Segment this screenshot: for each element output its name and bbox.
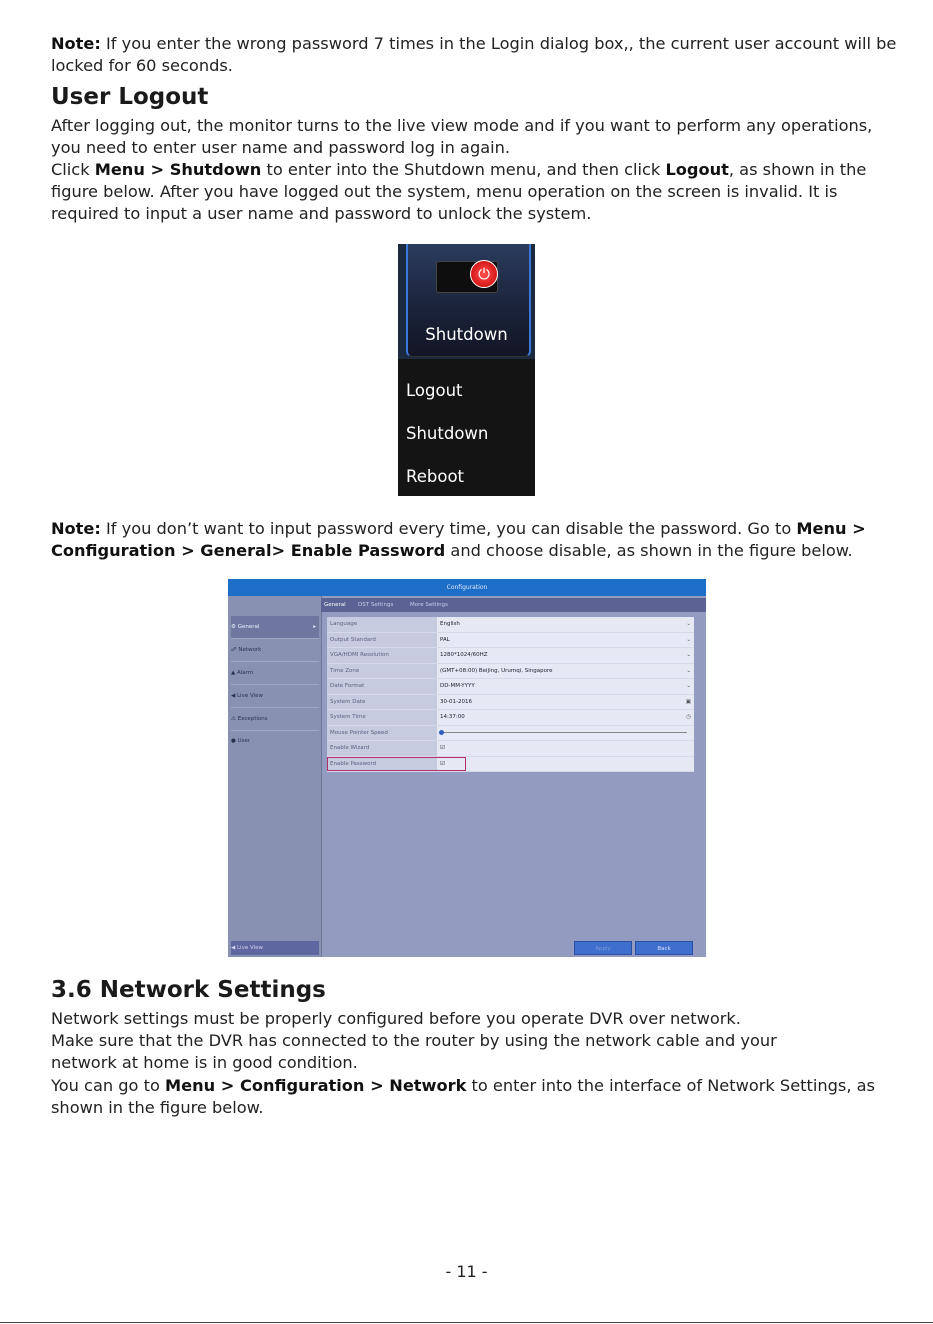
value-text: 1280*1024/60HZ [440,652,488,658]
setting-enable-wizard[interactable] [327,741,694,757]
setting-value[interactable] [437,664,694,679]
note-disable-password [51,518,901,562]
page-number: - 11 - [445,1262,488,1281]
tab-dst-settings[interactable]: DST Settings [358,602,394,608]
tab-general[interactable]: General [324,602,346,608]
slider-track[interactable] [442,732,687,733]
mouse-speed-slider[interactable] [437,726,694,741]
clock-icon[interactable]: ◷ [686,714,691,720]
sidebar-label: General [237,624,260,630]
setting-date-format[interactable] [327,679,694,695]
config-tabs [321,598,706,612]
setting-value[interactable] [437,695,694,710]
text-run: and choose disable, as shown in the figure below. [445,541,853,561]
setting-label: Mouse Pointer Speed [327,726,437,741]
config-sidebar [228,596,322,957]
chevron-down-icon: ⌄ [686,636,691,643]
configuration-screenshot [228,579,706,957]
menu-item-shutdown[interactable]: Shutdown [406,424,489,443]
sidebar-item-general[interactable]: ⚙ General ▸ [231,616,319,639]
value-text: (GMT+08:00) Beijing, Urumqi, Singapore [440,667,553,674]
shutdown-title: Shutdown [425,325,508,344]
heading-network-settings: 3.6 Network Settings [51,977,326,1003]
sidebar-item-live-view[interactable]: ◀ Live View [231,685,319,708]
heading-user-logout: User Logout [51,84,209,110]
value-text: 14:37:00 [440,714,465,720]
setting-label: System Date [327,695,437,710]
network-paragraph-2b: network at home is in good condition. [51,1053,358,1072]
calendar-icon[interactable]: ▣ [685,698,691,705]
value-text: PAL [440,636,450,643]
sidebar-item-user[interactable]: ● User [231,738,251,744]
sidebar-item-alarm[interactable]: ▲ Alarm [231,662,319,685]
sidebar-label: Exceptions [237,716,268,722]
back-button[interactable]: Back [635,941,693,955]
enable-password-highlight [327,757,466,771]
sidebar-label: User [237,738,251,744]
tab-more-settings[interactable]: More Settings [410,602,448,608]
logout-keyword: Logout [665,160,729,179]
sidebar-item-network[interactable]: ☍ Network [231,639,319,662]
chevron-down-icon: ⌄ [686,667,691,674]
apply-button[interactable]: Apply [574,941,632,955]
setting-resolution[interactable] [327,648,694,664]
window-title: Configuration [228,579,706,596]
slider-handle[interactable] [439,730,444,735]
text-run: You can go to [51,1076,165,1095]
live-view-button[interactable]: ◀ Live View [231,941,319,955]
setting-value[interactable] [437,679,694,694]
logout-paragraph-1: After logging out, the monitor turns to the live view mode and if you want to perform any operations, you need to enter user name and password log in again. [51,116,873,158]
setting-value[interactable] [437,710,694,725]
chevron-down-icon: ⌄ [686,621,691,627]
sidebar-label: Live View [236,693,264,699]
network-paragraph-1: Network settings must be properly configured before you operate DVR over network. [51,1009,741,1028]
text-run: If you don’t want to input password every time, you can disable the password. Go to [100,519,797,538]
setting-value[interactable] [437,633,694,648]
text-run: to enter into the Shutdown menu, and then click [261,160,666,179]
network-paragraph-3 [51,1075,901,1119]
enable-password-checkbox[interactable]: ☑ [437,757,694,772]
logout-paragraph-2 [51,159,901,226]
setting-label: System Time [327,710,437,725]
text-run: to enter into the interface of Network Settings, as shown in the figure below. [51,1076,875,1118]
setting-mouse-speed[interactable] [327,726,694,742]
shutdown-menu-screenshot [398,244,535,496]
note-text: If you enter the wrong password 7 times in the Login dialog box,, the current user account will be locked for 60 seconds. [51,34,897,76]
text-run: Click [51,160,95,179]
chevron-down-icon: ⌄ [686,652,691,658]
value-text: 30-01-2016 [440,698,472,705]
menu-item-logout[interactable]: Logout [406,381,463,400]
value-text: English [440,621,460,627]
button-label: Live View [236,945,264,951]
text-run: , as shown in the figure below. After you have logged out the system, menu operation on the screen is invalid. It is required to input a user name and password to unlock the system. [51,160,867,224]
chevron-right-icon: ▸ [313,624,316,630]
setting-label: Enable Wizard [327,741,437,756]
setting-label: Date Format [327,679,437,694]
setting-label: Time Zone [327,664,437,679]
setting-value[interactable] [437,648,694,663]
sidebar-label: Alarm [236,670,254,676]
enable-wizard-checkbox[interactable]: ☑ [437,741,694,756]
note-label: Note: [51,34,101,53]
setting-value[interactable] [437,617,694,632]
value-text: DD-MM-YYYY [440,683,475,689]
chevron-down-icon: ⌄ [686,683,691,689]
setting-label: Output Standard [327,633,437,648]
setting-language[interactable] [327,617,694,633]
setting-label: VGA/HDMI Resolution [327,648,437,663]
setting-system-date[interactable] [327,695,694,711]
page-bottom-rule [0,1322,933,1323]
menu-path: Menu > Configuration > General> Enable Password [51,519,866,561]
menu-path: Menu > Shutdown [94,160,262,179]
setting-time-zone[interactable] [327,664,694,680]
menu-item-reboot[interactable]: Reboot [406,467,465,486]
setting-label: Language [327,617,437,632]
setting-label: Enable Password [327,757,437,772]
sidebar-item-exceptions[interactable]: ⚠ Exceptions [231,708,319,731]
note-label: Note: [51,519,101,538]
network-paragraph-2a: Make sure that the DVR has connected to the router by using the network cable and your [51,1031,777,1050]
sidebar-label: Network [238,647,262,653]
setting-output-standard[interactable] [327,633,694,649]
note-login-lock [51,33,901,77]
power-icon: ⏻ [470,260,498,288]
setting-system-time[interactable] [327,710,694,726]
menu-path: Menu > Configuration > Network [165,1076,467,1095]
